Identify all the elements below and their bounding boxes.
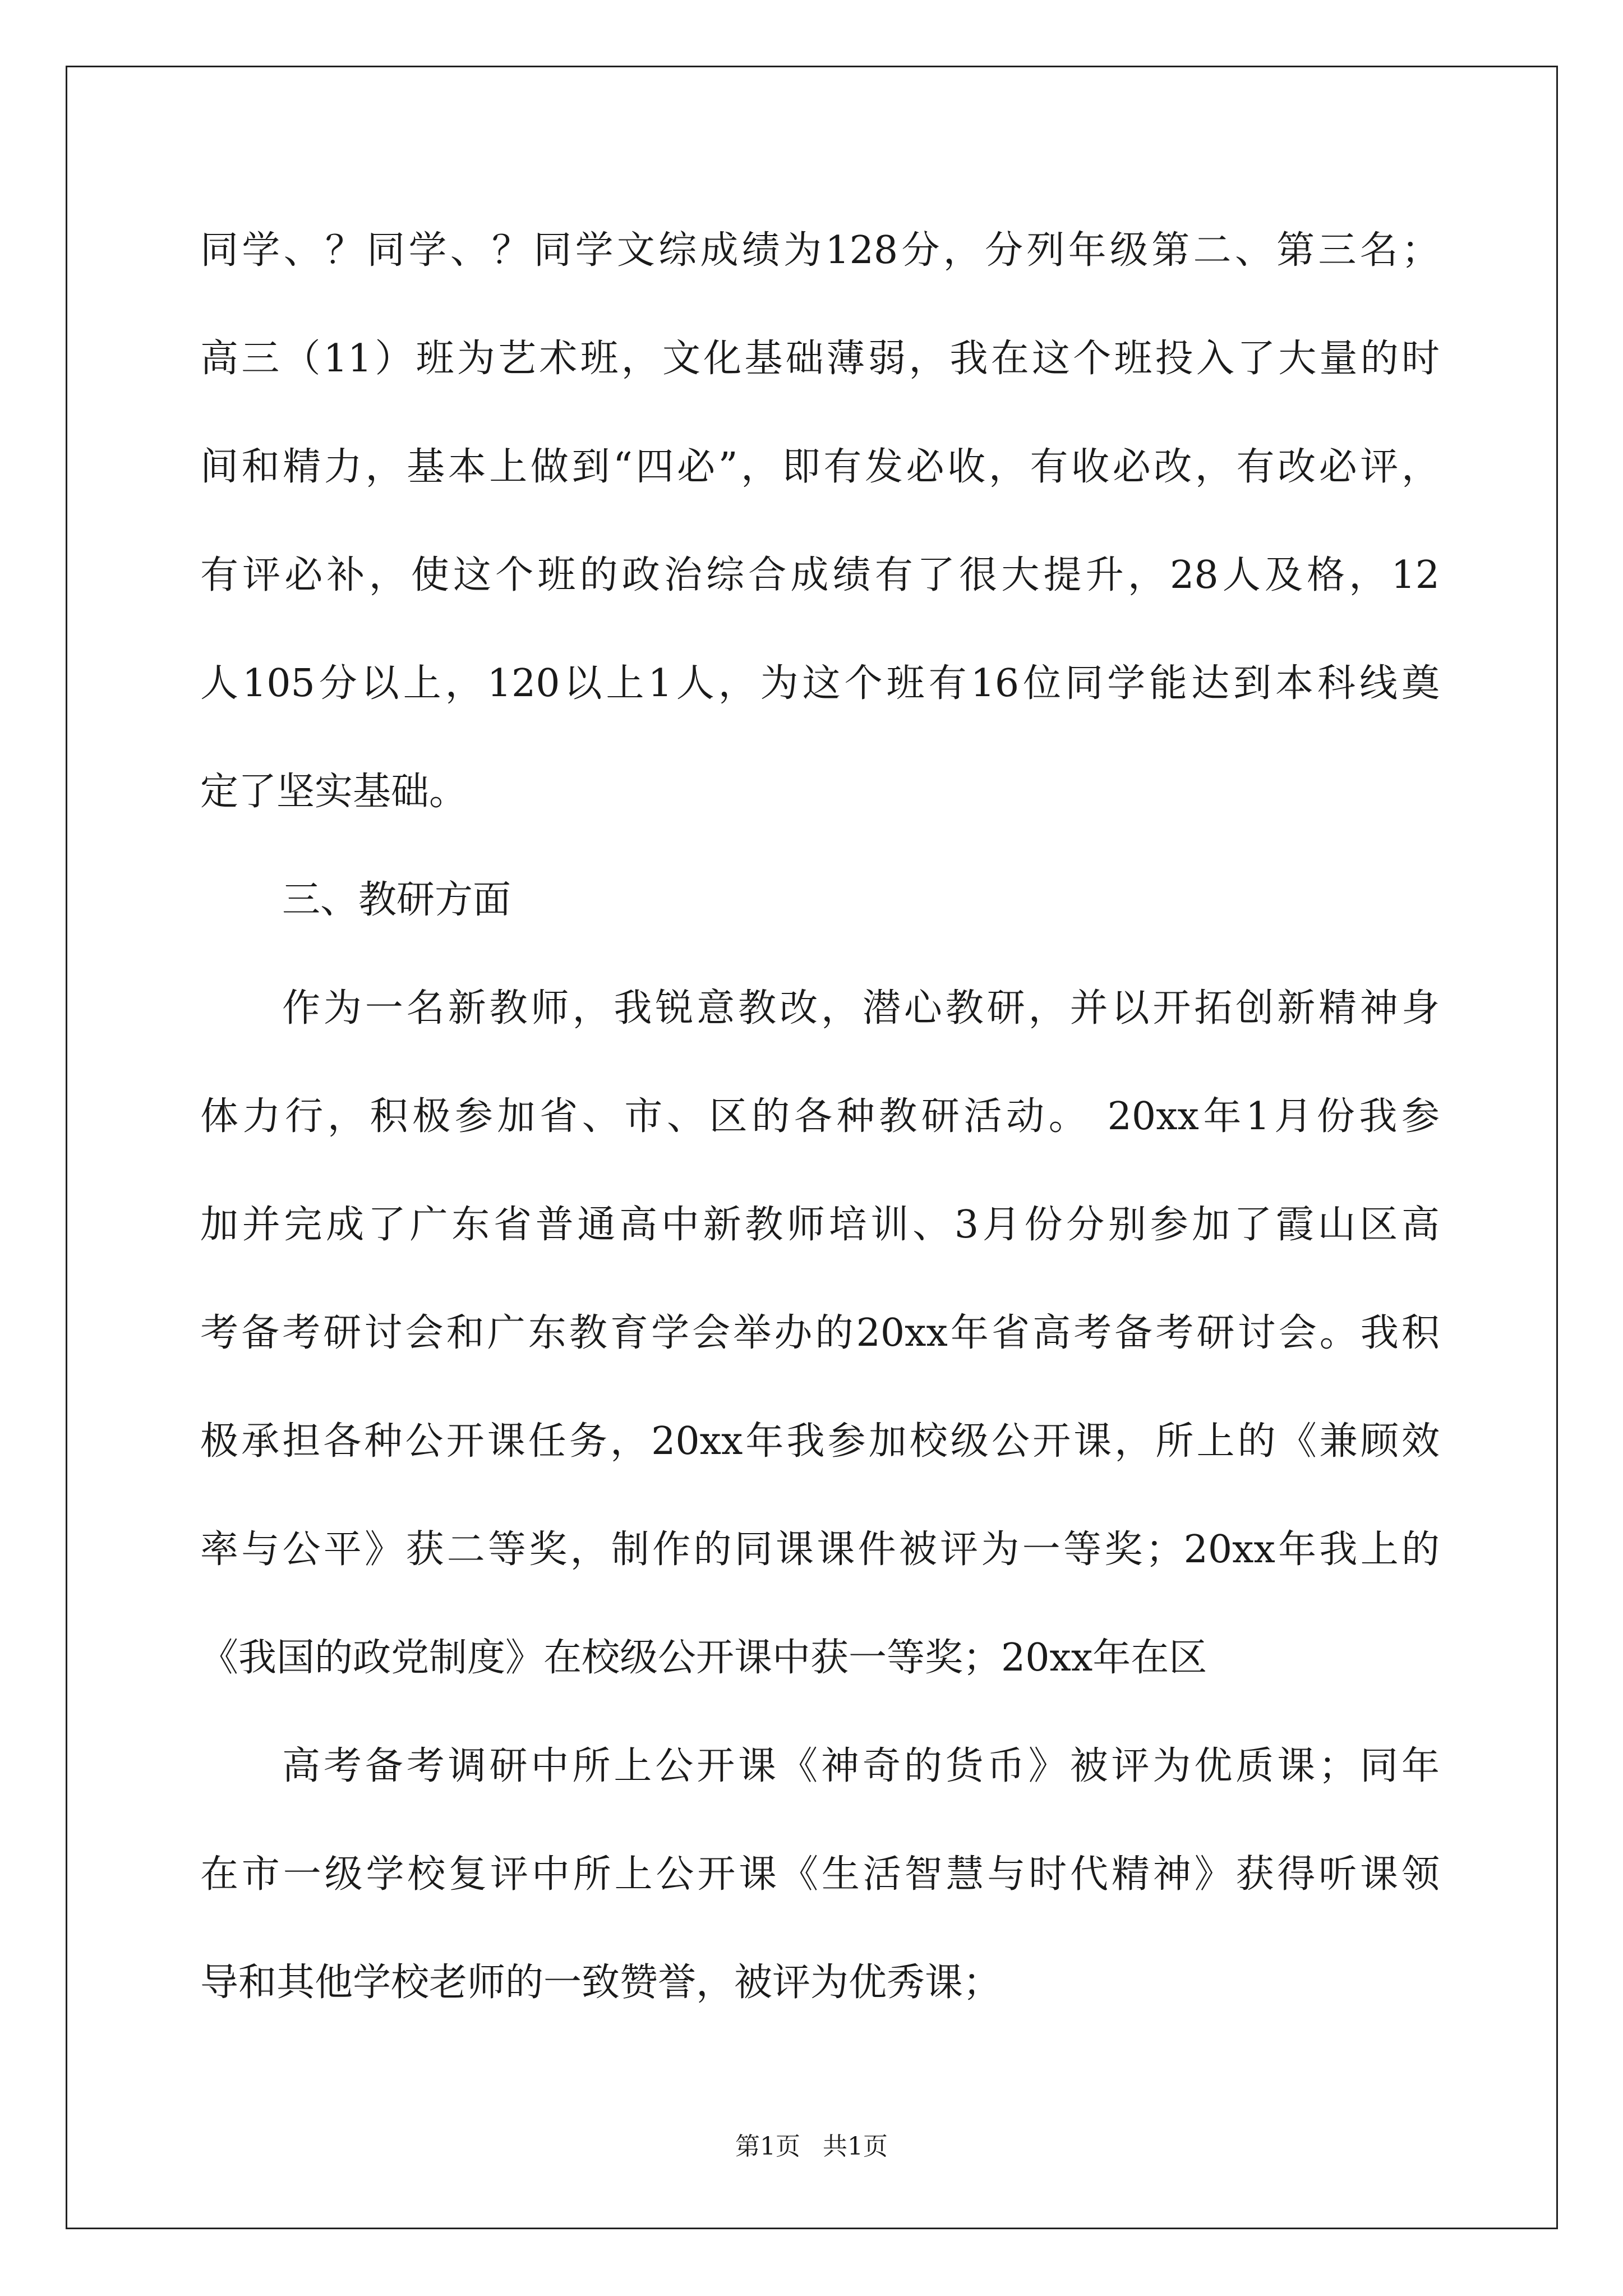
paragraph bbox=[200, 196, 1440, 846]
text-line: 定了坚实基础。 bbox=[200, 770, 468, 814]
text-line: 体力行，积极参加省、市、区的各种教研活动。 20xx年1月份我参 bbox=[200, 1094, 1440, 1139]
text-line: 间和精力，基本上做到“四必”，即有发必收，有收必改，有改必评， bbox=[200, 445, 1440, 489]
text-line: 有评必补，使这个班的政治综合成绩有了很大提升，28人及格，12 bbox=[200, 553, 1440, 597]
document-body bbox=[200, 196, 1440, 2037]
page-number: 第1页 bbox=[735, 2132, 800, 2161]
text-line: 《我国的政党制度》在校级公开课中获一等奖；20xx年在区 bbox=[200, 1636, 1207, 1680]
text-line: 极承担各种公开课任务，20xx年我参加校级公开课，所上的《兼顾效 bbox=[200, 1419, 1440, 1464]
text-line: 导和其他学校老师的一致赞誉，被评为优秀课； bbox=[200, 1961, 1002, 2005]
page-total: 共1页 bbox=[823, 2132, 888, 2161]
text-line: 在市一级学校复评中所上公开课《生活智慧与时代精神》获得听课领 bbox=[200, 1852, 1440, 1897]
text-line: 率与公平》获二等奖，制作的同课课件被评为一等奖；20xx年我上的 bbox=[200, 1527, 1440, 1572]
text-line: 作为一名新教师，我锐意教改，潜心教研，并以开拓创新精神身 bbox=[282, 986, 1440, 1030]
page-footer bbox=[0, 2126, 1623, 2162]
text-line: 高三（11）班为艺术班，文化基础薄弱，我在这个班投入了大量的时 bbox=[200, 337, 1440, 381]
text-line: 高考备考调研中所上公开课《神奇的货币》被评为优质课；同年 bbox=[282, 1744, 1440, 1788]
text-line: 加并完成了广东省普通高中新教师培训、3月份分别参加了霞山区高 bbox=[200, 1203, 1440, 1247]
text-line: 三、教研方面 bbox=[282, 878, 511, 922]
text-line: 考备考研讨会和广东教育学会举办的20xx年省高考备考研讨会。我积 bbox=[200, 1311, 1440, 1355]
text-line: 人105分以上，120以上1人，为这个班有16位同学能达到本科线奠 bbox=[200, 661, 1440, 706]
paragraph bbox=[200, 1712, 1440, 2037]
paragraph bbox=[200, 954, 1440, 1712]
section-heading bbox=[200, 846, 1440, 954]
text-line: 同学、？同学、？同学文综成绩为128分，分列年级第二、第三名； bbox=[200, 228, 1440, 273]
